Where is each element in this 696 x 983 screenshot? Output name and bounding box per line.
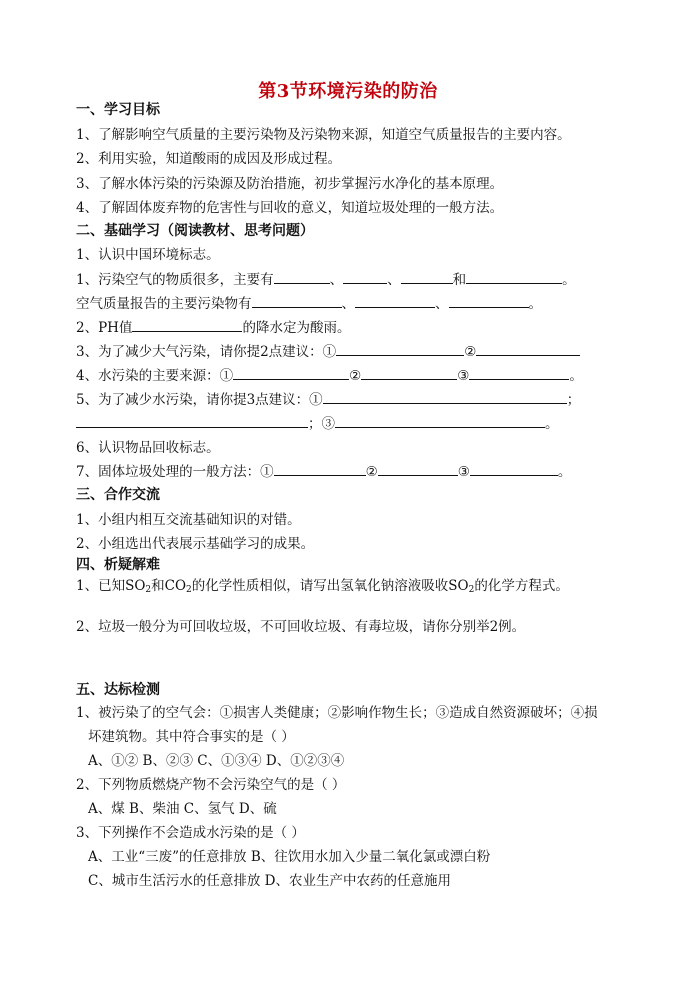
item-text: ② — [464, 344, 477, 360]
list-item: 1、认识中国环境标志。 — [76, 247, 220, 263]
section-heading-test: 五、达标检测 — [76, 682, 160, 698]
list-item-report-pollutants — [76, 294, 542, 314]
fill-blank[interactable] — [401, 270, 453, 284]
item-text: ③ — [321, 416, 335, 432]
page-title: 第3节环境污染的防治 — [258, 81, 438, 102]
objective-item: 1、了解影响空气质量的主要污染物及污染物来源，知道空气质量报告的主要内容。 — [76, 127, 571, 143]
item-text: 3、为了减少大气污染，请你提2点建议：① — [76, 344, 337, 360]
fill-blank[interactable] — [323, 390, 567, 404]
answer-options: A、煤 B、柴油 C、氢气 D、硫 — [88, 801, 277, 817]
item-text: 1、污染空气的物质很多，主要有 — [76, 272, 274, 288]
list-item-ph — [76, 318, 350, 338]
fill-blank[interactable] — [336, 342, 464, 356]
objective-item: 2、利用实验，知道酸雨的成因及形成过程。 — [76, 151, 342, 167]
item-text: ； — [566, 392, 581, 408]
fill-blank[interactable] — [470, 462, 558, 476]
fill-blank[interactable] — [274, 270, 330, 284]
item-text: 。 — [528, 296, 542, 312]
separator: 、 — [341, 296, 355, 312]
fill-blank[interactable] — [378, 462, 458, 476]
fill-blank[interactable] — [361, 366, 457, 380]
list-item-air-suggestions — [76, 342, 580, 362]
fill-blank[interactable] — [476, 342, 580, 356]
section-heading-basic-learning: 二、基础学习（阅读教材、思考问题） — [76, 223, 314, 239]
fill-blank[interactable] — [343, 270, 387, 284]
question-so2 — [76, 576, 569, 600]
item-text: 5、为了减少水污染，请你提3点建议：① — [76, 392, 323, 408]
section-heading-objectives: 一、学习目标 — [76, 102, 160, 118]
list-item-water-suggestions — [76, 390, 580, 410]
list-item: 2、小组选出代表展示基础学习的成果。 — [76, 536, 315, 552]
objective-item: 4、了解固体废弃物的危害性与回收的意义，知道垃圾处理的一般方法。 — [76, 200, 504, 216]
fill-blank[interactable] — [449, 294, 529, 308]
answer-options: A、①② B、②③ C、①③④ D、①②③④ — [88, 753, 345, 769]
separator: 、 — [435, 296, 449, 312]
list-item-air-pollutants — [76, 270, 576, 290]
fill-blank[interactable] — [466, 270, 562, 284]
answer-options: C、城市生活污水的任意排放 D、农业生产中农药的任意施用 — [88, 873, 451, 889]
section-heading-analysis: 四、析疑解难 — [76, 557, 160, 573]
item-text: 7、固体垃圾处理的一般方法：① — [76, 464, 274, 480]
item-text: ② — [349, 368, 362, 384]
item-text: ③ — [457, 464, 470, 480]
list-item: 1、小组内相互交流基础知识的对错。 — [76, 512, 301, 528]
list-item: 6、认识物品回收标志。 — [76, 440, 220, 456]
item-text: 和 — [452, 272, 467, 288]
fill-blank[interactable] — [76, 414, 308, 428]
list-item-water-sources — [76, 366, 583, 386]
item-text: 的化学方程式。 — [474, 578, 569, 594]
test-question: 3、下列操作不会造成水污染的是（ ） — [76, 825, 305, 841]
item-text: 的化学性质相似，请写出氢氧化钠溶液吸收SO — [191, 578, 469, 594]
list-item-waste-methods — [76, 462, 571, 482]
item-text: ； — [308, 416, 322, 432]
objective-item: 3、了解水体污染的污染源及防治措施，初步掌握污水净化的基本原理。 — [76, 176, 504, 192]
item-text: 。 — [562, 272, 576, 288]
test-question: 1、被污染了的空气会：①损害人类健康；②影响作物生长；③造成自然资源破坏；④损 — [76, 705, 598, 721]
item-text: 和CO — [151, 578, 187, 594]
answer-options: A、工业“三废”的任意排放 B、往饮用水加入少量二氧化氯或漂白粉 — [88, 849, 491, 865]
item-text: 。 — [569, 368, 583, 384]
fill-blank[interactable] — [233, 366, 349, 380]
list-item-water-suggestions-cont — [76, 414, 559, 434]
test-question-cont: 坏建筑物。其中符合事实的是（ ） — [88, 729, 295, 745]
section-heading-cooperation: 三、合作交流 — [76, 487, 160, 503]
fill-blank[interactable] — [335, 414, 545, 428]
item-text: 空气质量报告的主要污染物有 — [76, 296, 252, 312]
item-text: 。 — [545, 416, 559, 432]
item-text: 4、水污染的主要来源：① — [76, 368, 234, 384]
item-text: 1、已知SO — [76, 578, 146, 594]
fill-blank[interactable] — [132, 318, 242, 332]
subscript: 2 — [186, 585, 192, 595]
item-text: 的降水定为酸雨。 — [242, 320, 351, 336]
fill-blank[interactable] — [469, 366, 569, 380]
separator: 、 — [387, 272, 401, 288]
subscript: 2 — [468, 585, 475, 595]
item-text: ② — [365, 464, 378, 480]
separator: 、 — [329, 272, 344, 288]
item-text: 2、PH值 — [76, 320, 133, 336]
fill-blank[interactable] — [274, 462, 366, 476]
fill-blank[interactable] — [355, 294, 435, 308]
test-question: 2、下列物质燃烧产物不会污染空气的是（ ） — [76, 777, 346, 793]
item-text: 。 — [557, 464, 572, 480]
item-text: ③ — [457, 368, 470, 384]
fill-blank[interactable] — [252, 294, 342, 308]
subscript: 2 — [145, 585, 152, 595]
question-waste-types: 2、垃圾一般分为可回收垃圾，不可回收垃圾、有毒垃圾，请你分别举2例。 — [76, 619, 526, 635]
